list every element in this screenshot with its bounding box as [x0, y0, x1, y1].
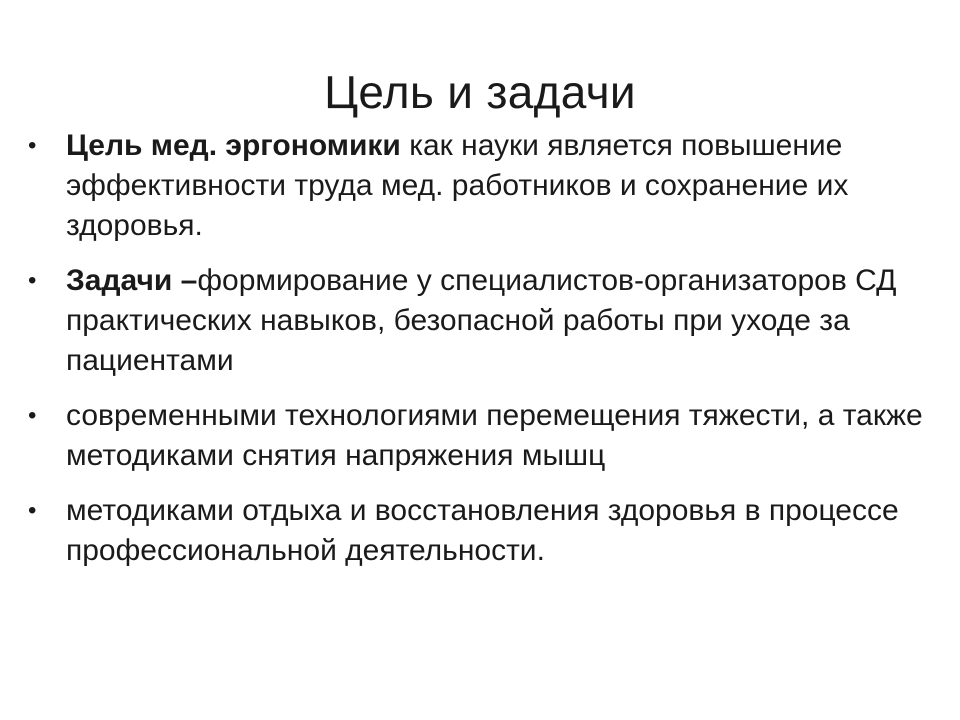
bullet-dot-icon: • [28, 497, 37, 524]
bullet-dot-icon: • [28, 402, 37, 429]
bullet-lead-text: Задачи – [66, 264, 198, 297]
bullet-text: методиками отдыха и восстановления здоровья в процессе профессиональной деятельности. [66, 494, 899, 567]
bullet-list [28, 126, 928, 586]
bullet-item-tasks [28, 261, 928, 381]
bullet-dot-icon: • [28, 267, 37, 294]
bullet-item-technologies [28, 396, 928, 476]
bullet-item-goal [28, 126, 928, 246]
bullet-text: современными технологиями перемещения тяжести, а также методиками снятия напряжения мышц [66, 399, 923, 472]
slide-title: Цель и задачи [324, 66, 636, 118]
bullet-text: формирование у специалистов-организаторов СД практических навыков, безопасной работы при уходе за пациентами [66, 264, 897, 377]
bullet-lead-text: Цель мед. эргономики [66, 129, 401, 162]
bullet-item-rest-methods [28, 491, 928, 571]
bullet-dot-icon: • [28, 132, 37, 159]
bullet-text: как науки является повышение эффективности труда мед. работников и сохранение их здоровья. [66, 129, 849, 242]
